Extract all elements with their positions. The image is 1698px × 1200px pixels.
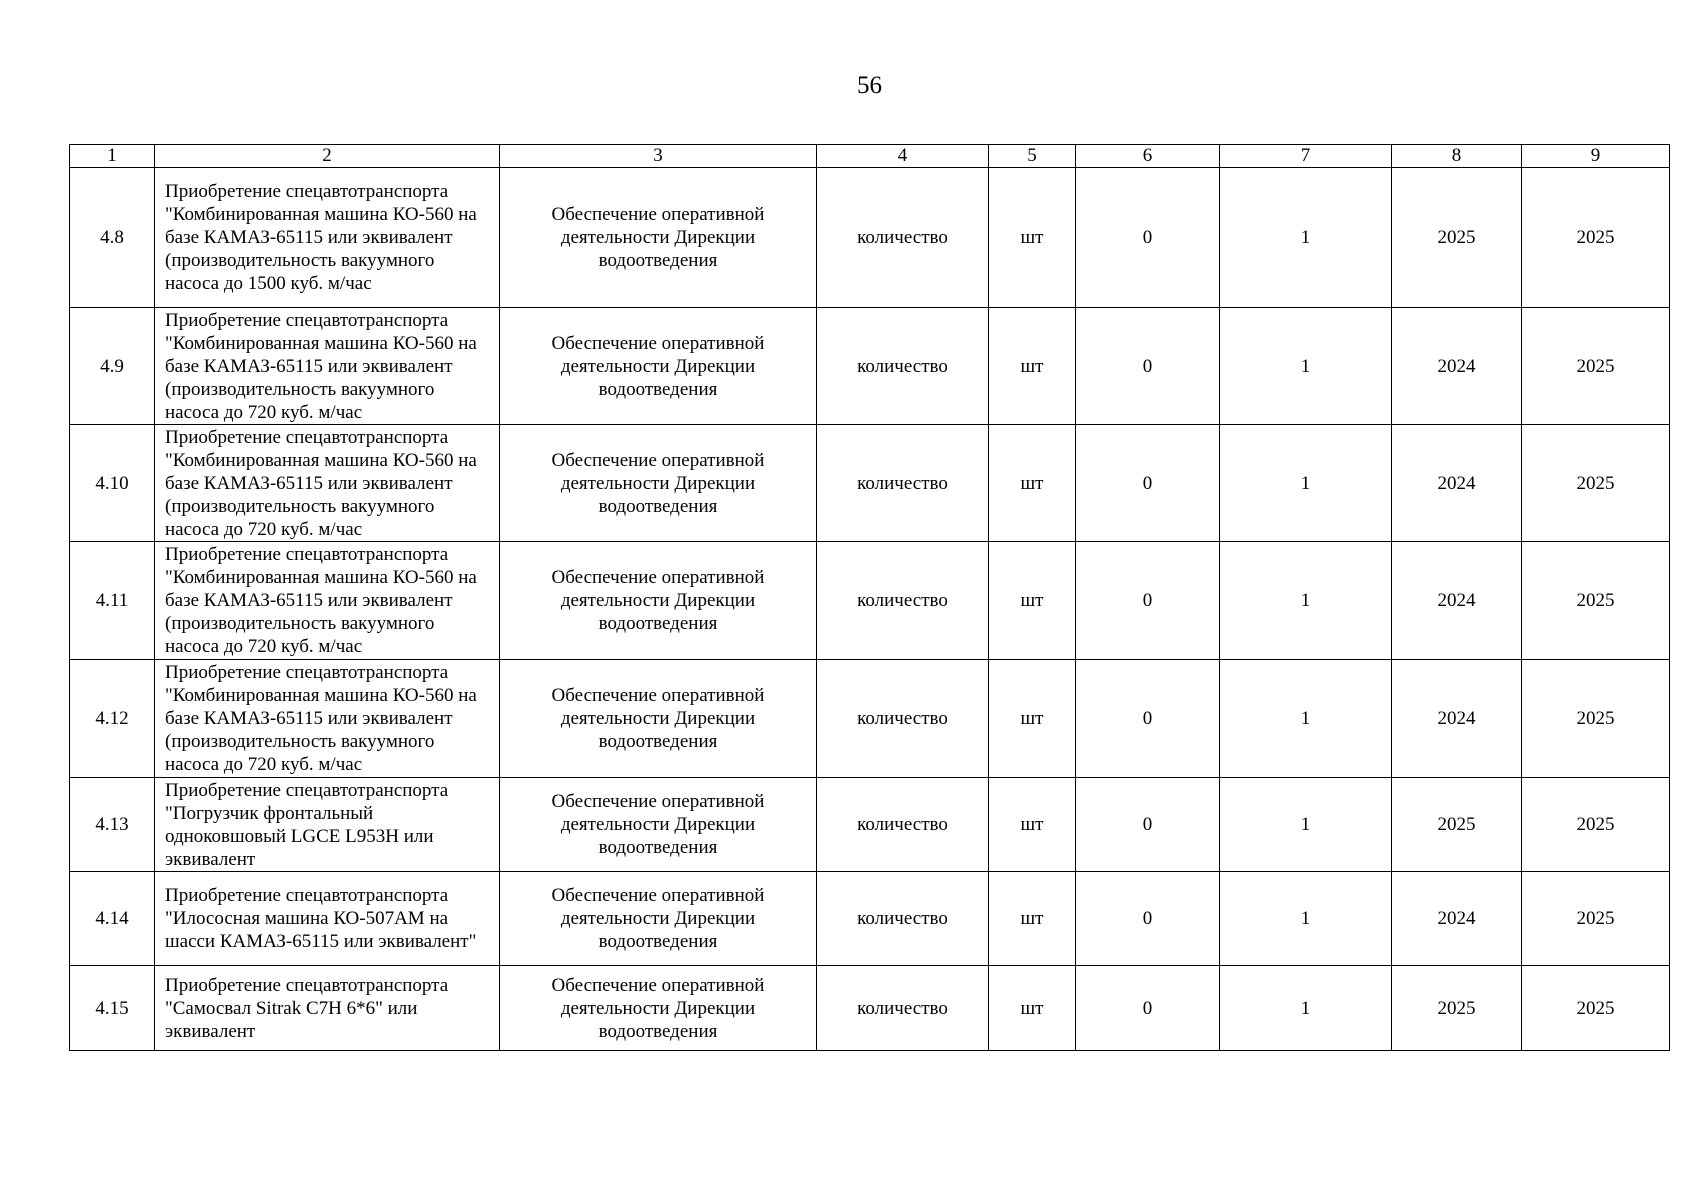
measure-purpose: Обеспечение оперативной деятельности Дирекции водоотведения (500, 168, 817, 308)
header-cell: 9 (1522, 145, 1670, 168)
row-number: 4.10 (70, 425, 155, 542)
table-row (70, 778, 1670, 872)
measure-purpose: Обеспечение оперативной деятельности Дирекции водоотведения (500, 425, 817, 542)
unit: шт (989, 308, 1076, 425)
target-value: 1 (1220, 660, 1392, 778)
target-value: 1 (1220, 308, 1392, 425)
unit: шт (989, 872, 1076, 966)
measure-description: Приобретение спецавтотранспорта "Комбинированная машина КО-560 на базе КАМАЗ-65115 или эквивалент (производительность вакуумного насоса до 1500 куб. м/час (155, 168, 500, 308)
end-year: 2025 (1522, 966, 1670, 1051)
row-number: 4.14 (70, 872, 155, 966)
end-year: 2025 (1522, 308, 1670, 425)
end-year: 2025 (1522, 778, 1670, 872)
measure-description: Приобретение спецавтотранспорта "Комбинированная машина КО-560 на базе КАМАЗ-65115 или эквивалент (производительность вакуумного насоса до 720 куб. м/час (155, 308, 500, 425)
base-value: 0 (1076, 778, 1220, 872)
header-cell: 6 (1076, 145, 1220, 168)
base-value: 0 (1076, 168, 1220, 308)
base-value: 0 (1076, 308, 1220, 425)
table-row (70, 308, 1670, 425)
target-value: 1 (1220, 778, 1392, 872)
header-cell: 5 (989, 145, 1076, 168)
start-year: 2024 (1392, 660, 1522, 778)
measure-purpose: Обеспечение оперативной деятельности Дирекции водоотведения (500, 966, 817, 1051)
end-year: 2025 (1522, 660, 1670, 778)
row-number: 4.13 (70, 778, 155, 872)
header-row (70, 145, 1670, 168)
base-value: 0 (1076, 425, 1220, 542)
header-cell: 1 (70, 145, 155, 168)
target-value: 1 (1220, 542, 1392, 660)
table-row (70, 966, 1670, 1051)
row-number: 4.8 (70, 168, 155, 308)
table-row (70, 872, 1670, 966)
target-value: 1 (1220, 425, 1392, 542)
measure-description: Приобретение спецавтотранспорта "Комбинированная машина КО-560 на базе КАМАЗ-65115 или эквивалент (производительность вакуумного насоса до 720 куб. м/час (155, 660, 500, 778)
measure-description: Приобретение спецавтотранспорта "Погрузчик фронтальный одноковшовый LGCE L953H или эквивалент (155, 778, 500, 872)
measure-purpose: Обеспечение оперативной деятельности Дирекции водоотведения (500, 542, 817, 660)
start-year: 2024 (1392, 542, 1522, 660)
target-value: 1 (1220, 168, 1392, 308)
unit: шт (989, 425, 1076, 542)
target-value: 1 (1220, 966, 1392, 1051)
start-year: 2025 (1392, 778, 1522, 872)
header-cell: 7 (1220, 145, 1392, 168)
table-row (70, 542, 1670, 660)
measure-purpose: Обеспечение оперативной деятельности Дирекции водоотведения (500, 872, 817, 966)
measure-purpose: Обеспечение оперативной деятельности Дирекции водоотведения (500, 778, 817, 872)
table-row (70, 168, 1670, 308)
row-number: 4.15 (70, 966, 155, 1051)
indicator-name: количество (817, 966, 989, 1051)
end-year: 2025 (1522, 168, 1670, 308)
unit: шт (989, 778, 1076, 872)
unit: шт (989, 660, 1076, 778)
start-year: 2025 (1392, 966, 1522, 1051)
end-year: 2025 (1522, 542, 1670, 660)
measures-table (69, 144, 1670, 1051)
row-number: 4.12 (70, 660, 155, 778)
table-row (70, 425, 1670, 542)
header-cell: 3 (500, 145, 817, 168)
table-row (70, 660, 1670, 778)
target-value: 1 (1220, 872, 1392, 966)
end-year: 2025 (1522, 872, 1670, 966)
indicator-name: количество (817, 872, 989, 966)
start-year: 2024 (1392, 425, 1522, 542)
measure-description: Приобретение спецавтотранспорта "Комбинированная машина КО-560 на базе КАМАЗ-65115 или эквивалент (производительность вакуумного насоса до 720 куб. м/час (155, 542, 500, 660)
base-value: 0 (1076, 872, 1220, 966)
measure-purpose: Обеспечение оперативной деятельности Дирекции водоотведения (500, 308, 817, 425)
indicator-name: количество (817, 778, 989, 872)
row-number: 4.11 (70, 542, 155, 660)
start-year: 2025 (1392, 168, 1522, 308)
unit: шт (989, 542, 1076, 660)
page-number: 56 (857, 72, 882, 99)
start-year: 2024 (1392, 308, 1522, 425)
indicator-name: количество (817, 168, 989, 308)
base-value: 0 (1076, 542, 1220, 660)
measure-description: Приобретение спецавтотранспорта "Самосвал Sitrak C7H 6*6" или эквивалент (155, 966, 500, 1051)
measure-purpose: Обеспечение оперативной деятельности Дирекции водоотведения (500, 660, 817, 778)
row-number: 4.9 (70, 308, 155, 425)
start-year: 2024 (1392, 872, 1522, 966)
measure-description: Приобретение спецавтотранспорта "Комбинированная машина КО-560 на базе КАМАЗ-65115 или эквивалент (производительность вакуумного насоса до 720 куб. м/час (155, 425, 500, 542)
indicator-name: количество (817, 660, 989, 778)
indicator-name: количество (817, 308, 989, 425)
indicator-name: количество (817, 542, 989, 660)
end-year: 2025 (1522, 425, 1670, 542)
unit: шт (989, 168, 1076, 308)
base-value: 0 (1076, 660, 1220, 778)
indicator-name: количество (817, 425, 989, 542)
unit: шт (989, 966, 1076, 1051)
header-cell: 8 (1392, 145, 1522, 168)
base-value: 0 (1076, 966, 1220, 1051)
measure-description: Приобретение спецавтотранспорта "Илососная машина КО-507АМ на шасси КАМАЗ-65115 или эквивалент" (155, 872, 500, 966)
header-cell: 2 (155, 145, 500, 168)
header-cell: 4 (817, 145, 989, 168)
